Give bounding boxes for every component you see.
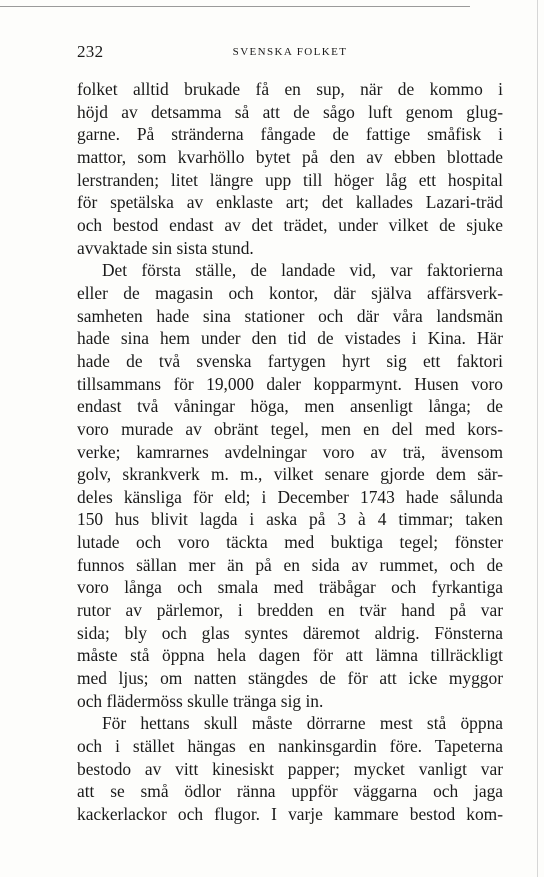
- text-line: för spetälska av enklaste art; det kallades Lazari-träd: [77, 192, 503, 213]
- text-line: golv, skrankverk m. m., vilket senare gjorde dem sär-: [77, 464, 503, 485]
- text-line: att se små ödlor ränna uppför väggarna och jaga: [77, 781, 503, 802]
- text-line: bestodo av vitt kinesiskt papper; mycket vanligt var: [77, 758, 503, 779]
- text-line: voro långa och smala med träbågar och fyrkantiga: [77, 577, 503, 598]
- paragraph-start-line: För hettans skull måste dörrarne mest stå öppna: [102, 713, 503, 734]
- text-line: mattor, som kvarhöllo bytet på den av ebben blottade: [77, 146, 503, 167]
- text-line: funnos sällan mer än på en sida av rummet, och de: [77, 554, 503, 575]
- page-header: [77, 42, 503, 64]
- body-text: [77, 78, 503, 826]
- page-edge-shadow: [537, 0, 538, 877]
- text-line: lutade och voro täckta med buktiga tegel; fönster: [77, 532, 503, 553]
- text-line: folket alltid brukade få en sup, när de kommo i: [77, 79, 503, 99]
- text-line: eller de magasin och kontor, där själva affärsverk-: [77, 282, 503, 303]
- text-line: lerstranden; litet längre upp till höger låg ett hospital: [77, 169, 503, 190]
- page-number: 232: [77, 42, 104, 61]
- text-line: sida; bly och glas syntes däremot aldrig. Fönsterna: [77, 622, 503, 643]
- text-line: samheten hade sina stationer och där våra landsmän: [77, 305, 503, 326]
- text-line: tillsammans för 19,000 daler kopparmynt. Husen voro: [77, 373, 503, 394]
- text-line: verke; kamrarnes avdelningar voro av trä, ävensom: [77, 441, 503, 462]
- text-line: rutor av pärlemor, i bredden en tvär hand på var: [77, 600, 503, 621]
- text-line: endast två våningar höga, men ansenligt långa; de: [77, 396, 503, 417]
- running-head: SVENSKA FOLKET: [232, 46, 348, 58]
- text-line: deles känsliga för eld; i December 1743 hade sålunda: [77, 486, 503, 507]
- text-line: kackerlackor och flugor. I varje kammare bestod kom-: [77, 804, 503, 824]
- paragraph-start-line: Det första ställe, de landade vid, var faktorierna: [102, 260, 503, 281]
- top-edge-rule: [0, 6, 544, 7]
- text-line: höjd av detsamma så att de sågo luft genom glug-: [77, 101, 503, 122]
- text-line: hade de två svenska fartygen hyrt sig ett faktori: [77, 350, 503, 371]
- paragraph-end-line: avvaktade sin sista stund.: [77, 237, 254, 258]
- text-line: och bestod endast av det trädet, under vilket de sjuke: [77, 214, 503, 235]
- text-line: voro murade av obränt tegel, men en del med kors-: [77, 418, 503, 439]
- text-line: 150 hus blivit lagda i aska på 3 à 4 timmar; taken: [77, 509, 503, 530]
- text-line: måste stå öppna hela dagen för att lämna tillräckligt: [77, 645, 503, 666]
- text-line: garne. På stränderna fångade de fattige småfisk i: [77, 124, 503, 145]
- text-line: hade sina hem under den tid de vistades i Kina. Här: [77, 328, 503, 349]
- paragraph-end-line: och flädermöss skulle tränga sig in.: [77, 690, 324, 711]
- text-line: med ljus; om natten stängdes de för att icke myggor: [77, 668, 503, 689]
- text-line: och i stället hängas en nankinsgardin före. Tapeterna: [77, 736, 503, 757]
